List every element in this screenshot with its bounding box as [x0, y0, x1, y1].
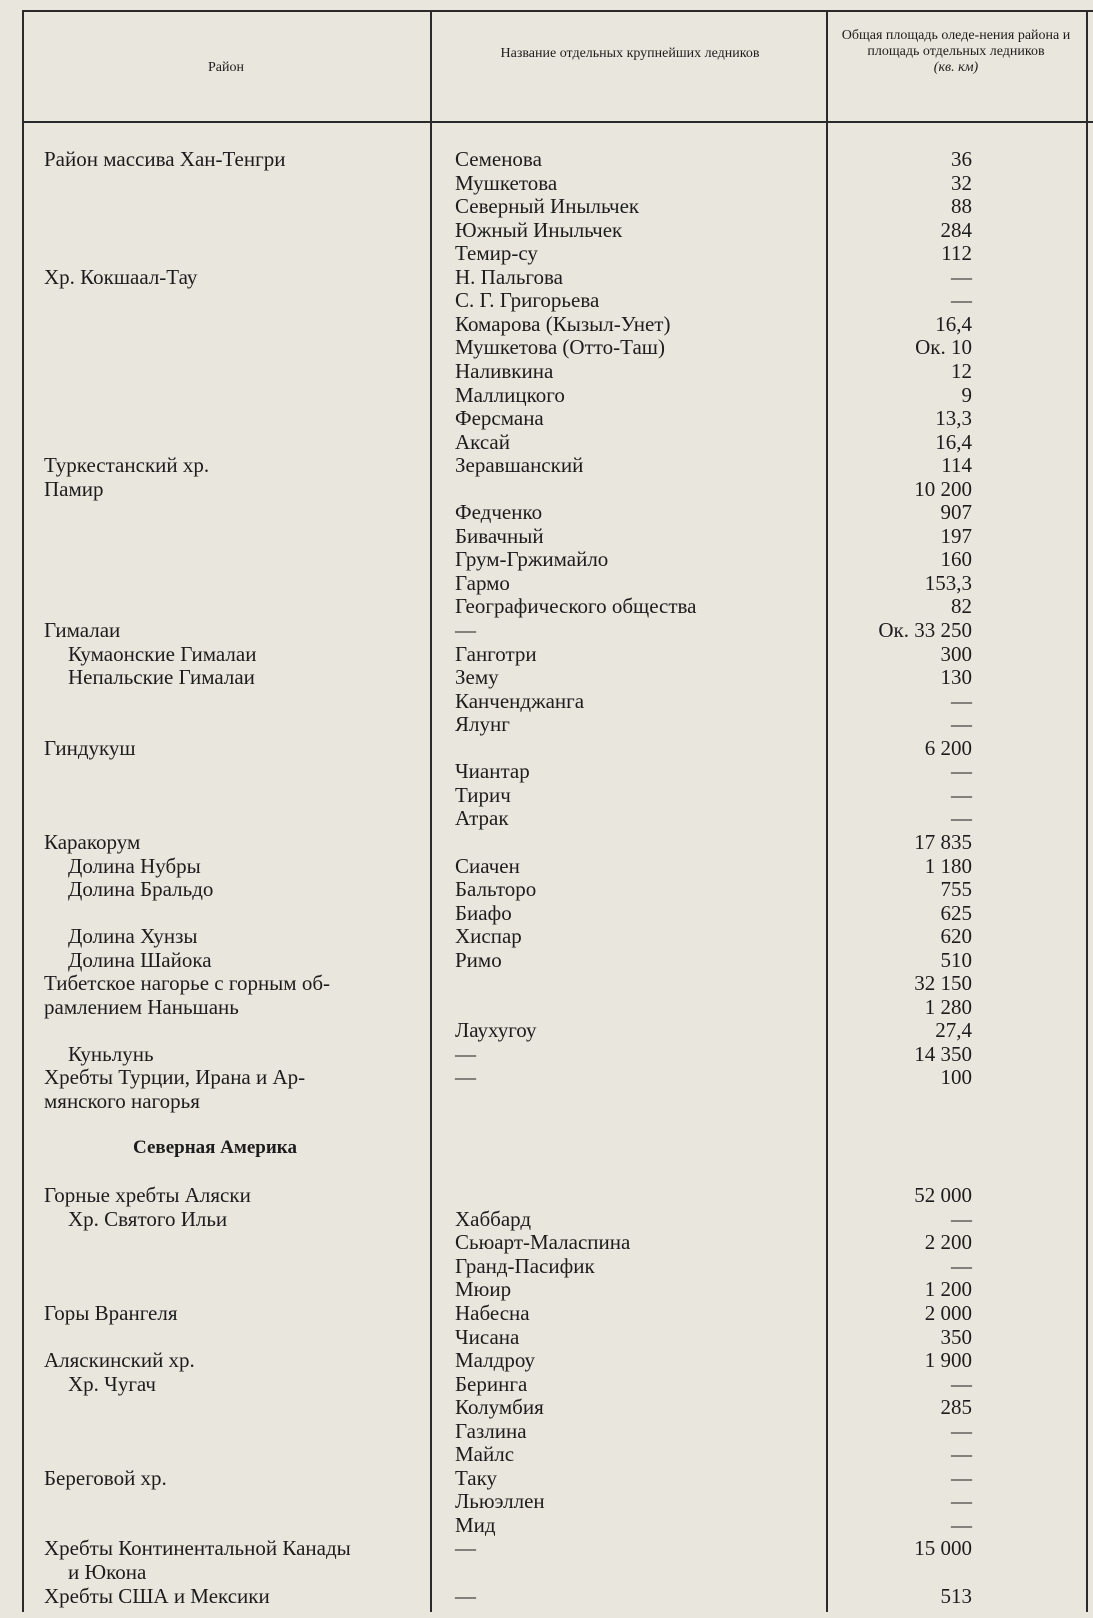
- area-cell: —: [951, 759, 972, 784]
- region-cell: и Юкона: [68, 1560, 147, 1584]
- area-cell: 9: [961, 382, 972, 407]
- area-cell: 755: [940, 877, 972, 902]
- table-row: [0, 571, 1093, 595]
- area-cell: 620: [940, 924, 972, 949]
- glacier-cell: Атрак: [455, 806, 509, 831]
- region-cell: Непальские Гималаи: [68, 665, 255, 690]
- glacier-cell: Канченджанга: [455, 688, 585, 713]
- glacier-cell: С. Г. Григорьева: [455, 288, 600, 313]
- area-cell: 15 000: [914, 1536, 972, 1561]
- table-row: [0, 171, 1093, 195]
- area-cell: 160: [940, 547, 972, 572]
- table-row: [0, 642, 1093, 666]
- glacier-cell: Бальторо: [455, 877, 537, 902]
- area-cell: —: [951, 1442, 972, 1467]
- area-cell: 112: [941, 241, 972, 266]
- area-cell: —: [951, 712, 972, 737]
- glacier-cell: Римо: [455, 947, 502, 972]
- area-cell: 197: [940, 523, 972, 548]
- glacier-cell: —: [455, 1041, 476, 1066]
- glacier-cell: Сиачен: [455, 853, 520, 878]
- area-cell: 1 280: [924, 994, 972, 1019]
- glacier-cell: Чиантар: [455, 759, 530, 784]
- glacier-cell: Льюэллен: [455, 1489, 545, 1514]
- glacier-cell: Малдроу: [455, 1348, 536, 1373]
- area-cell: —: [951, 782, 972, 807]
- glacier-cell: Зеравшанский: [455, 453, 584, 478]
- glacier-cell: Темир-су: [455, 241, 538, 266]
- region-cell: Долина Шайока: [68, 947, 212, 972]
- table-row: [0, 1183, 1093, 1207]
- area-cell: 32 150: [914, 971, 972, 996]
- region-cell: Горы Врангеля: [44, 1300, 178, 1325]
- table-row: [0, 1113, 1093, 1137]
- area-cell: 6 200: [924, 735, 972, 760]
- table-row: [0, 1136, 1093, 1160]
- area-cell: 17 835: [914, 829, 972, 854]
- region-cell: Гиндукуш: [44, 735, 136, 760]
- region-cell: мянского нагорья: [44, 1089, 200, 1113]
- glacier-cell: —: [455, 1583, 476, 1608]
- table-row: [0, 1254, 1093, 1278]
- glacier-cell: Географического общества: [455, 594, 697, 619]
- area-cell: 1 180: [924, 853, 972, 878]
- table-row: [0, 854, 1093, 878]
- glacier-cell: Майлс: [455, 1442, 515, 1467]
- table-row: [0, 477, 1093, 501]
- area-cell: 114: [941, 453, 972, 478]
- table-row: [0, 924, 1093, 948]
- area-cell: —: [951, 806, 972, 831]
- region-cell: Береговой хр.: [44, 1465, 167, 1490]
- area-cell: —: [951, 1418, 972, 1443]
- table-row: [0, 241, 1093, 265]
- table-row: [0, 1065, 1093, 1089]
- area-cell: —: [951, 288, 972, 313]
- glacier-cell: Бивачный: [455, 523, 544, 548]
- table-row: [0, 1207, 1093, 1231]
- glacier-cell: Биафо: [455, 900, 512, 925]
- area-cell: —: [951, 1489, 972, 1514]
- glacier-cell: Колумбия: [455, 1395, 544, 1420]
- header-area-unit: (кв. км): [933, 60, 979, 75]
- region-cell: Куньлунь: [68, 1041, 154, 1066]
- region-cell: Хребты Континентальной Канады: [44, 1536, 351, 1561]
- area-cell: 13,3: [935, 406, 972, 431]
- table-top-rule: [22, 10, 1093, 12]
- table-row: [0, 1536, 1093, 1560]
- table-row: [0, 359, 1093, 383]
- glacier-cell: Грум-Гржимайло: [455, 547, 609, 572]
- table-row: [0, 712, 1093, 736]
- header-area-label: Общая площадь оледе-нения района и площадь отдельных ледников: [841, 28, 1071, 59]
- table-row: [0, 500, 1093, 524]
- area-cell: 88: [951, 194, 972, 219]
- area-cell: 350: [940, 1324, 972, 1349]
- table-row: [0, 1560, 1093, 1584]
- area-cell: 153,3: [924, 570, 972, 595]
- glacier-cell: Комарова (Кызыл-Унет): [455, 311, 671, 336]
- region-cell: Долина Хунзы: [68, 924, 198, 949]
- table-row: [0, 1395, 1093, 1419]
- table-row: [0, 547, 1093, 571]
- glacier-cell: Чисана: [455, 1324, 520, 1349]
- glacier-cell: Мид: [455, 1512, 496, 1537]
- glacier-cell: —: [455, 1065, 476, 1090]
- table-row: [0, 665, 1093, 689]
- region-cell: Хребты США и Мексики: [44, 1583, 270, 1608]
- glacier-cell: Южный Иныльчек: [455, 217, 623, 242]
- region-cell: Район массива Хан-Тенгри: [44, 147, 286, 171]
- glacier-cell: Таку: [455, 1465, 498, 1490]
- glacier-cell: Мюир: [455, 1277, 512, 1302]
- table-row: [0, 594, 1093, 618]
- region-cell: Аляскинский хр.: [44, 1348, 195, 1373]
- region-cell: Туркестанский хр.: [44, 453, 210, 478]
- glacier-cell: Семенова: [455, 147, 542, 171]
- table-row: [0, 1160, 1093, 1184]
- glacier-cell: Гранд-Пасифик: [455, 1253, 595, 1278]
- table-row: [0, 1419, 1093, 1443]
- area-cell: —: [951, 1371, 972, 1396]
- header-bottom-rule: [22, 121, 1093, 123]
- glacier-cell: Зему: [455, 665, 499, 690]
- table-row: [0, 406, 1093, 430]
- area-cell: 12: [951, 358, 972, 383]
- table-row: [0, 971, 1093, 995]
- region-cell: Горные хребты Аляски: [44, 1183, 251, 1208]
- table-row: [0, 1301, 1093, 1325]
- table-row: [0, 830, 1093, 854]
- table-row: [0, 1042, 1093, 1066]
- glacier-cell: Гармо: [455, 570, 510, 595]
- area-cell: 2 000: [924, 1300, 972, 1325]
- header-region: Район: [208, 60, 244, 75]
- table-row: [0, 1442, 1093, 1466]
- area-cell: Ок. 10: [915, 335, 972, 360]
- area-cell: —: [951, 688, 972, 713]
- glacier-cell: Ялунг: [455, 712, 510, 737]
- table-row: [0, 1325, 1093, 1349]
- glacier-cell: Хиспар: [455, 924, 522, 949]
- area-cell: 100: [940, 1065, 972, 1090]
- table-row: [0, 1277, 1093, 1301]
- header-area: [836, 28, 1076, 76]
- table-row: [0, 1372, 1093, 1396]
- table-row: [0, 1466, 1093, 1490]
- table-row: [0, 759, 1093, 783]
- area-cell: —: [951, 1253, 972, 1278]
- table-row: [0, 430, 1093, 454]
- table-row: [0, 901, 1093, 925]
- area-cell: —: [951, 1465, 972, 1490]
- glacier-cell: Сьюарт-Маласпина: [455, 1230, 631, 1255]
- glacier-cell: Тирич: [455, 782, 511, 807]
- area-cell: Ок. 33 250: [878, 618, 972, 642]
- area-cell: 907: [940, 500, 972, 525]
- glacier-cell: Ферсмана: [455, 406, 544, 431]
- area-cell: 300: [940, 641, 972, 666]
- glacier-cell: Н. Пальгова: [455, 264, 563, 289]
- area-cell: 82: [951, 594, 972, 619]
- table-row: [0, 1584, 1093, 1608]
- table-row: [0, 1089, 1093, 1113]
- glacier-cell: Мушкетова: [455, 170, 558, 195]
- table-row: [0, 948, 1093, 972]
- region-cell: Долина Нубры: [68, 853, 201, 878]
- glacier-cell: Федченко: [455, 500, 543, 525]
- table-row: [0, 1230, 1093, 1254]
- glacier-cell: Мушкетова (Отто-Таш): [455, 335, 665, 360]
- glacier-cell: Маллицкого: [455, 382, 565, 407]
- table-row: [0, 783, 1093, 807]
- area-cell: 16,4: [935, 429, 972, 454]
- section-heading: Северная Америка: [133, 1137, 297, 1159]
- glacier-cell: Аксай: [455, 429, 510, 454]
- region-cell: Хребты Турции, Ирана и Ар-: [44, 1065, 306, 1090]
- region-cell: Хр. Чугач: [68, 1371, 156, 1396]
- region-cell: Хр. Святого Ильи: [68, 1206, 228, 1231]
- table-row: [0, 1489, 1093, 1513]
- table-row: [0, 194, 1093, 218]
- glacier-cell: —: [455, 1536, 476, 1561]
- area-cell: —: [951, 264, 972, 289]
- area-cell: 625: [940, 900, 972, 925]
- glacier-cell: Лаухугоу: [455, 1018, 537, 1043]
- glacier-cell: Наливкина: [455, 358, 554, 383]
- area-cell: —: [951, 1512, 972, 1537]
- header-glaciers: Название отдельных крупнейших ледников: [500, 46, 760, 61]
- glacier-cell: Газлина: [455, 1418, 527, 1443]
- area-cell: 52 000: [914, 1183, 972, 1208]
- table-row: [0, 524, 1093, 548]
- region-cell: Памир: [44, 476, 104, 501]
- area-cell: 36: [951, 147, 972, 171]
- table-row: [0, 877, 1093, 901]
- area-cell: 32: [951, 170, 972, 195]
- table-row: [0, 147, 1093, 171]
- table-row: [0, 689, 1093, 713]
- table-row: [0, 453, 1093, 477]
- area-cell: 2 200: [924, 1230, 972, 1255]
- area-cell: 285: [940, 1395, 972, 1420]
- table-row: [0, 383, 1093, 407]
- table-row: [0, 312, 1093, 336]
- glacier-cell: —: [455, 618, 476, 642]
- area-cell: 27,4: [935, 1018, 972, 1043]
- table-row: [0, 335, 1093, 359]
- area-cell: 14 350: [914, 1041, 972, 1066]
- table-row: [0, 995, 1093, 1019]
- area-cell: 510: [940, 947, 972, 972]
- area-cell: 10 200: [914, 476, 972, 501]
- area-cell: 1 900: [924, 1348, 972, 1373]
- table-row: [0, 1348, 1093, 1372]
- table-row: [0, 618, 1093, 642]
- table-row: [0, 265, 1093, 289]
- region-cell: Кумаонские Гималаи: [68, 641, 257, 666]
- region-cell: рамлением Наньшань: [44, 994, 239, 1019]
- glacier-cell: Хаббард: [455, 1206, 532, 1231]
- table-row: [0, 218, 1093, 242]
- area-cell: 513: [940, 1583, 972, 1608]
- area-cell: 130: [940, 665, 972, 690]
- area-cell: 284: [940, 217, 972, 242]
- table-row: [0, 736, 1093, 760]
- glacier-cell: Беринга: [455, 1371, 528, 1396]
- region-cell: Хр. Кокшаал-Тау: [44, 264, 198, 289]
- table-row: [0, 1513, 1093, 1537]
- area-cell: 1 200: [924, 1277, 972, 1302]
- area-cell: 16,4: [935, 311, 972, 336]
- region-cell: Тибетское нагорье с горным об-: [44, 971, 331, 996]
- glacier-cell: Ганготри: [455, 641, 537, 666]
- glacier-cell: Набесна: [455, 1300, 530, 1325]
- table-row: [0, 1018, 1093, 1042]
- region-cell: Гималаи: [44, 618, 121, 642]
- table-row: [0, 288, 1093, 312]
- area-cell: —: [951, 1206, 972, 1231]
- glacier-cell: Северный Иныльчек: [455, 194, 640, 219]
- region-cell: Долина Бральдо: [68, 877, 214, 902]
- table-row: [0, 806, 1093, 830]
- region-cell: Каракорум: [44, 829, 141, 854]
